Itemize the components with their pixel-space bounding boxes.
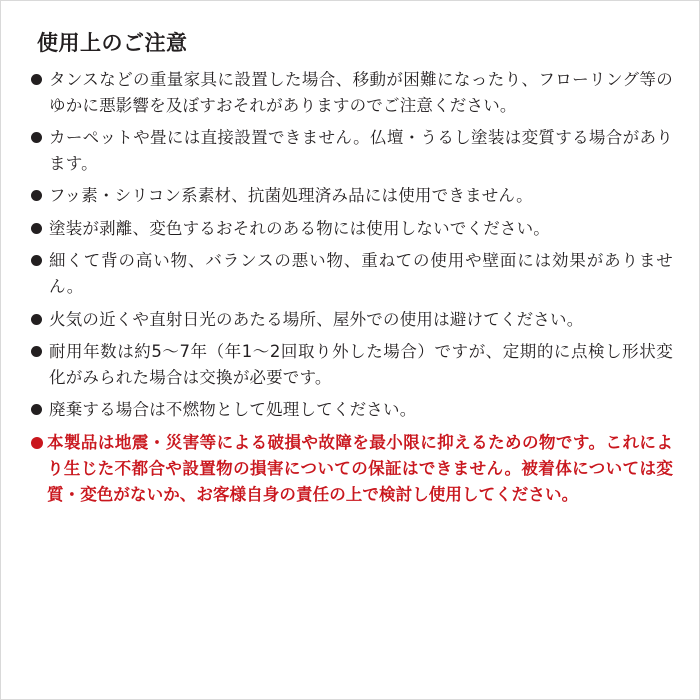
bullet-icon	[31, 132, 42, 143]
list-item	[31, 339, 673, 390]
bullet-icon	[31, 223, 42, 234]
bullet-icon	[31, 190, 42, 201]
list-item	[31, 125, 673, 176]
notice-text: 細くて背の高い物、バランスの悪い物、重ねての使用や壁面には効果がありません。	[49, 251, 673, 296]
notice-text: フッ素・シリコン系素材、抗菌処理済み品には使用できません。	[49, 186, 533, 206]
notice-text: 塗装が剥離、変色するおそれのある物には使用しないでください。	[49, 218, 550, 238]
notice-text-warning: 本製品は地震・災害等による破損や故障を最小限に抑えるための物です。これにより生じた不都合や設置物の損害についての保証はできません。被着体については変質・変色がないか、お客様自身の責任の上で検討し使用してください。	[47, 432, 673, 504]
bullet-icon	[31, 74, 42, 85]
list-item-warning	[31, 430, 673, 508]
notice-text: カーペットや畳には直接設置できません。仏壇・うるし塗装は変質する場合があります。	[49, 128, 673, 173]
list-item	[31, 307, 673, 333]
notice-text: 廃棄する場合は不燃物として処理してください。	[49, 400, 417, 420]
notice-text: 火気の近くや直射日光のあたる場所、屋外での使用は避けてください。	[49, 309, 584, 329]
notice-text: タンスなどの重量家具に設置した場合、移動が困難になったり、フローリング等のゆかに悪影響を及ぼすおそれがありますのでご注意ください。	[49, 70, 673, 115]
notice-text: 耐用年数は約5〜7年（年1〜2回取り外した場合）ですが、定期的に点検し形状変化がみられた場合は交換が必要です。	[49, 342, 673, 387]
notice-list	[31, 67, 673, 508]
bullet-icon	[31, 346, 42, 357]
list-item	[31, 67, 673, 118]
bullet-icon	[31, 404, 42, 415]
bullet-icon	[31, 437, 43, 449]
bullet-icon	[31, 255, 42, 266]
list-item	[31, 183, 673, 209]
list-item	[31, 397, 673, 423]
page-title: 使用上のご注意	[37, 31, 188, 55]
list-item	[31, 248, 673, 299]
list-item	[31, 216, 673, 242]
bullet-icon	[31, 314, 42, 325]
